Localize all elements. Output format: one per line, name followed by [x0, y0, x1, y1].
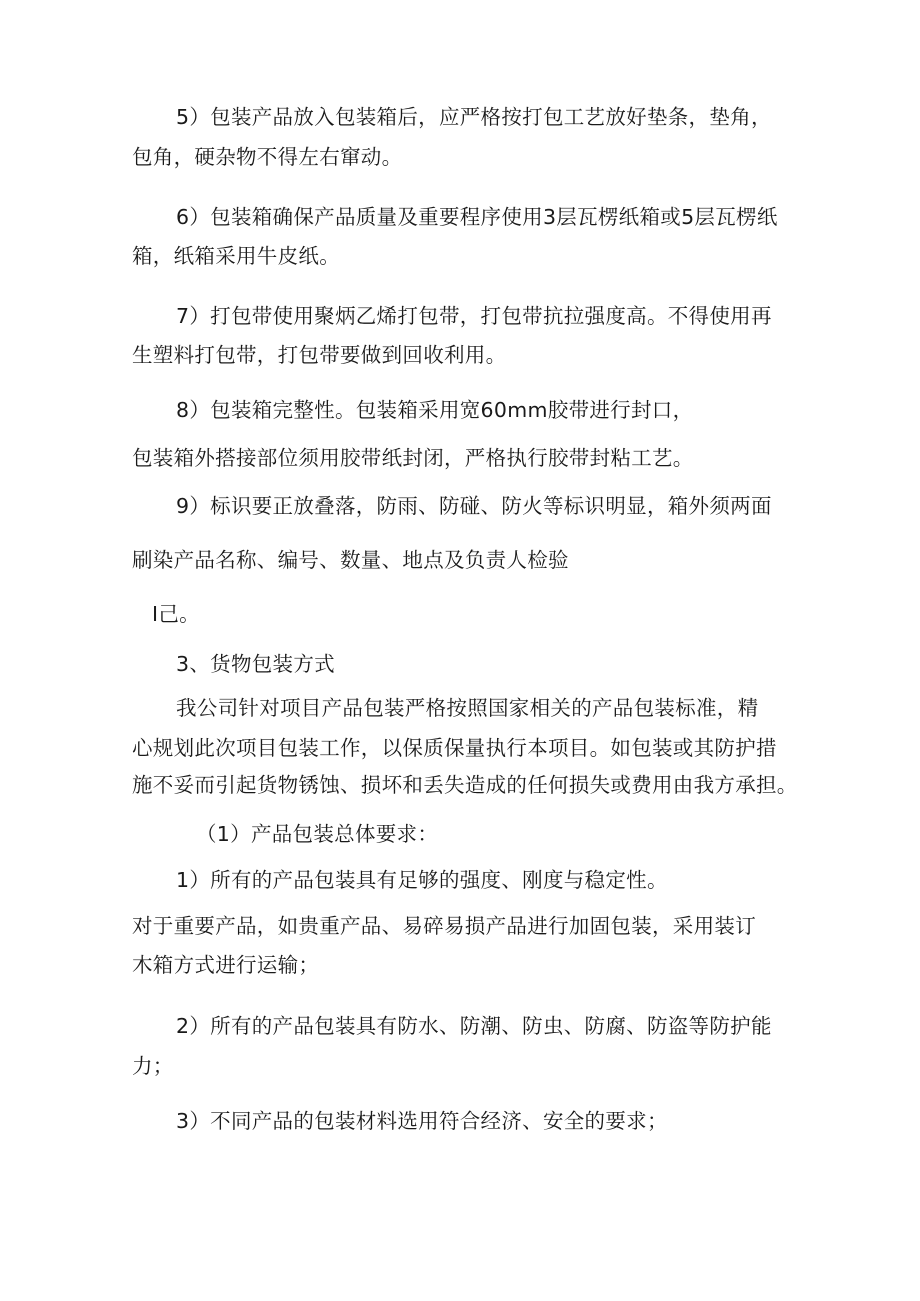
text-line: 7）打包带使用聚炳乙烯打包带，打包带抗拉强度高。不得使用再 — [176, 304, 772, 328]
text-line: 木箱方式进行运输； — [132, 953, 320, 977]
text-line: 心规划此次项目包装工作，以保质保量执行本项目。如包装或其防护措 — [132, 736, 777, 760]
text-line: 9）标识要正放叠落，防雨、防碰、防火等标识明显，箱外须两面 — [176, 494, 772, 518]
subsection-heading: （1）产品包装总体要求： — [196, 822, 439, 846]
text-line: 箱，纸箱采用牛皮纸。 — [132, 244, 340, 268]
text-line: 刷染产品名称、编号、数量、地点及负责人检验 — [132, 548, 569, 572]
text-line: 1）所有的产品包装具有足够的强度、刚度与稳定性。 — [176, 868, 668, 892]
text-line: 8）包装箱完整性。包装箱采用宽60mm胶带进行封口， — [176, 398, 694, 422]
text-line: 对于重要产品，如贵重产品、易碎易损产品进行加固包装，采用装订 — [132, 914, 756, 938]
text-line: I己。 — [152, 602, 200, 626]
section-heading: 3、货物包装方式 — [176, 652, 335, 676]
text-line: 力； — [132, 1054, 174, 1078]
text-line: 施不妥而引起货物锈蚀、损坏和丢失造成的任何损失或费用由我方承担。 — [132, 773, 798, 797]
text-line: 6）包装箱确保产品质量及重要程序使用3层瓦楞纸箱或5层瓦楞纸 — [176, 205, 778, 229]
text-line: 包角，硬杂物不得左右窜动。 — [132, 145, 403, 169]
text-line: 我公司针对项目产品包装严格按照国家相关的产品包装标准，精 — [176, 696, 759, 720]
text-line: 2）所有的产品包装具有防水、防潮、防虫、防腐、防盗等防护能 — [176, 1014, 772, 1038]
text-line: 5）包装产品放入包装箱后，应严格按打包工艺放好垫条，垫角， — [176, 105, 772, 129]
text-line: 生塑料打包带，打包带要做到回收利用。 — [132, 343, 507, 367]
text-line: 包装箱外搭接部位须用胶带纸封闭，严格执行胶带封粘工艺。 — [132, 446, 694, 470]
text-line: 3）不同产品的包装材料选用符合经济、安全的要求； — [176, 1109, 668, 1133]
